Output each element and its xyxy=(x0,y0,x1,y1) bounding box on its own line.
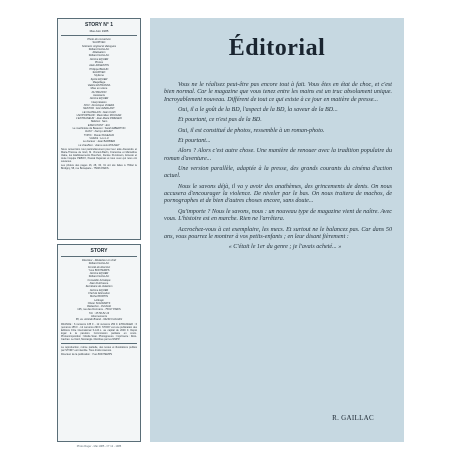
credit-line: Jérôme EQUER xyxy=(89,288,109,292)
credits-column xyxy=(57,18,141,442)
credit-line: Photos xyxy=(94,61,104,65)
issue-title: STORY N° 1 xyxy=(84,22,114,28)
credit-line: DANY : Fanny LECHET xyxy=(85,130,113,134)
credit-line: NOU : Dominique VIAERA xyxy=(83,103,115,107)
credits-box-masthead xyxy=(57,244,141,442)
credit-line: DU BIGNON xyxy=(91,90,107,94)
credit-line: Assistants xyxy=(93,94,105,98)
editorial-paragraph: Et pourtant... xyxy=(178,138,211,145)
credit-line: Jérôme EQUER xyxy=(89,272,109,276)
editorial-panel xyxy=(150,18,404,442)
credit-line: Conseiller Artistique xyxy=(87,278,111,282)
credit-line: Le docteur : Jean BARBIER xyxy=(82,140,116,144)
credit-line: Tél. : 45.56.82.13 xyxy=(88,311,110,315)
credit-line: SAUPIVEC xyxy=(92,70,106,74)
credits-box-issue xyxy=(57,18,141,240)
footer-note: Photo Roger - Mai 1985 - N° 12 - 1985 xyxy=(76,445,122,448)
credit-line: Rolland GAILLAC xyxy=(88,275,110,279)
credit-line: Jérôme EQUER xyxy=(89,57,109,61)
credit-line: SHEILA : Sam xyxy=(90,120,108,124)
credit-line: Olivier SCHWARTZ xyxy=(87,301,111,305)
editorial-paragraph: Et pourtant, ce n'est pas de la BD. xyxy=(178,117,262,124)
editorial-signature: R. GAILLAC xyxy=(332,414,374,422)
credit-line: LE CHATELAIN : Alain CAIN xyxy=(82,110,116,114)
editorial-paragraph: Nous le savons déjà, il va y avoir des anathèmes, des grincements de dents. On nous accusera d'encourager la violence. De niveler par le bas. On nous traitera de machos, de pornographes et de bien d'autres choses encore, sans doute... xyxy=(164,183,392,205)
divider xyxy=(61,256,137,257)
credit-line: 135, rue des Dormans - 75017 PARIS xyxy=(77,308,121,312)
editorial-paragraph: Oui, il est constitué de photos, ressemble à un roman-photo. xyxy=(178,127,325,134)
credit-line: Le machiniste de Beaucet : Sarah EIBERTON xyxy=(72,127,126,131)
editorial-paragraph: Oui, il a le goût de la BD, l'aspect de la BD, la saveur de la BD... xyxy=(178,107,338,114)
publication-director: Directeur de la publication : Yves BONTEMPS xyxy=(61,353,113,357)
masthead-title: STORY xyxy=(90,248,108,254)
credit-line: L'ENTRANEUR : Jean-Marie PRIEGEO xyxy=(76,117,122,121)
credit-line: Maquillage xyxy=(92,80,106,84)
credit-line: 65, av. Aristide Briand - 94230 CACHAN xyxy=(75,318,123,322)
credit-line: NESTOR : Eric AVERLANT xyxy=(83,107,115,111)
editorial-paragraph: Alors ? Alors c'est autre chose. Une manière de renouer avec la tradition populaire du roman d'aventure... xyxy=(164,148,392,162)
subscription-paragraph: FRANCE : 6 numéros 135 F - 12 numéros 250 F. ETRANGER : 6 numéros 155 F - 12 numéros 290 F. STORY est une publication des Éditions Frite International S.A.R.L. au capital de 2000 F. Dépot légal à la parution. Commission paritaire en cours. Photocomposition : Média Scan. Photogravure : Imprimerie : Roto-Cachan. Le Nord, Montargis. Distribué par les NMPP. xyxy=(61,322,137,342)
credit-line: Interprétation xyxy=(91,100,107,104)
credit-line: Rolland GAILLAC xyxy=(88,47,110,51)
photo-location-note: Les photos des pages 16, 28, 30, 31 ont été faites à l'Hôtel le Brétigny, 58, rue Bonaparte - 75006 PARIS. xyxy=(61,164,137,171)
credit-line: Secrétaire de rédaction xyxy=(85,285,113,289)
editorial-body xyxy=(164,82,392,255)
credit-line: Photo de couverture xyxy=(87,38,111,41)
credit-line: VADAS : Lou LU xyxy=(89,136,109,140)
divider xyxy=(61,343,137,344)
credit-line: L'EXPORTEUR : Maximilien MOUGAR xyxy=(76,113,122,117)
editorial-paragraph: « C'était le 1er du genre ; je l'avais acheté... » xyxy=(228,244,342,251)
legal-notice: La reproduction, même partielle, des textes et illustrations publiés par STORY est interdite. Tous droits réservés. xyxy=(61,346,137,353)
credit-line: Scénario original et dialogues xyxy=(81,44,117,48)
credit-line: TOPIC : Flavie PAGEAUD xyxy=(83,133,115,137)
credit-line: Stylisme xyxy=(94,74,104,78)
credit-line: EXECUTANT : Eric xyxy=(87,123,111,127)
credit-line: Philippe BEAUD xyxy=(89,67,109,71)
editorial-paragraph: Une version parallèle, adaptée à la presse, des grands courants du cinéma d'action actuel. xyxy=(164,166,392,180)
credit-line: Comité de direction xyxy=(87,265,111,269)
credit-line: Michel BORTIN xyxy=(90,295,108,299)
credit-line: Rédaction - Publicité xyxy=(87,305,111,309)
thanks-paragraph: Nous remercions tout particulièrement pour leur aide Alexandre et Marie-Thérèse de Giuli, M. Vincent-Bazin, Francoise et Marcelline Valée, les Etablissements Bouchon, Denise Pennisson, Ernesto et toute l'équipe PEBOX, Pascal Dejarnac et tous ceux qui nous ont soutenus. xyxy=(61,147,137,164)
credit-line: Yves BONTEMPS xyxy=(88,268,110,272)
divider xyxy=(61,35,137,36)
credit-line: SAUPIVEC xyxy=(92,41,106,45)
credit-line: Alain DuChesne xyxy=(89,282,109,286)
credit-line: Valérie ESTRANNA xyxy=(87,84,111,88)
credit-line: Le chauffeur : Jean-Louis ROUGET xyxy=(78,143,120,147)
editorial-title: Éditorial xyxy=(228,35,326,61)
masthead-list xyxy=(61,259,137,322)
credit-line: Rolland GAILLAC xyxy=(88,54,110,58)
credit-line: Réalisation xyxy=(92,51,106,55)
credit-line: Lettrage xyxy=(94,298,104,302)
credit-line: Directeur - Rédacteur en chef xyxy=(81,259,117,262)
credit-line: Chef de fabrication xyxy=(88,291,110,295)
credit-line: Jérôme EQUER xyxy=(89,97,109,101)
credit-line: Mise en scène xyxy=(90,87,108,91)
credits-list xyxy=(61,38,137,147)
editorial-paragraph: Accrochez-vous à cet exemplaire, les mecs. Et surtout ne le balancez pas. Car dans 50 ans, vous pourrez le montrer à vos petits-enfants ; en leur disant fièrement : xyxy=(164,226,392,240)
credit-line: Sylvie EQUER xyxy=(90,77,108,81)
credit-line: Abonnements xyxy=(90,315,107,319)
credit-line: Alain ARGENTIN xyxy=(89,64,109,68)
credit-line: Rolland GAILLAC xyxy=(88,262,110,266)
issue-date: Mai-Juin 1985 xyxy=(89,29,109,33)
editorial-paragraph: Vous ne le réalisez peut-être pas encore tout à fait. Vous êtes en état de choc, et c'est bien normal. Car le magazine que vous tenez entre les mains est un truc absolument unique. Incroyablement nouveau. Différent de tout ce qui existe à ce jour en matière de presse... xyxy=(164,82,392,103)
editorial-paragraph: Qu'importe ? Nous le savons, nous : un nouveau type de magazine vient de naître. Avec vous. L'histoire est en marche. Rien ne l'arrêtera. xyxy=(164,208,392,223)
